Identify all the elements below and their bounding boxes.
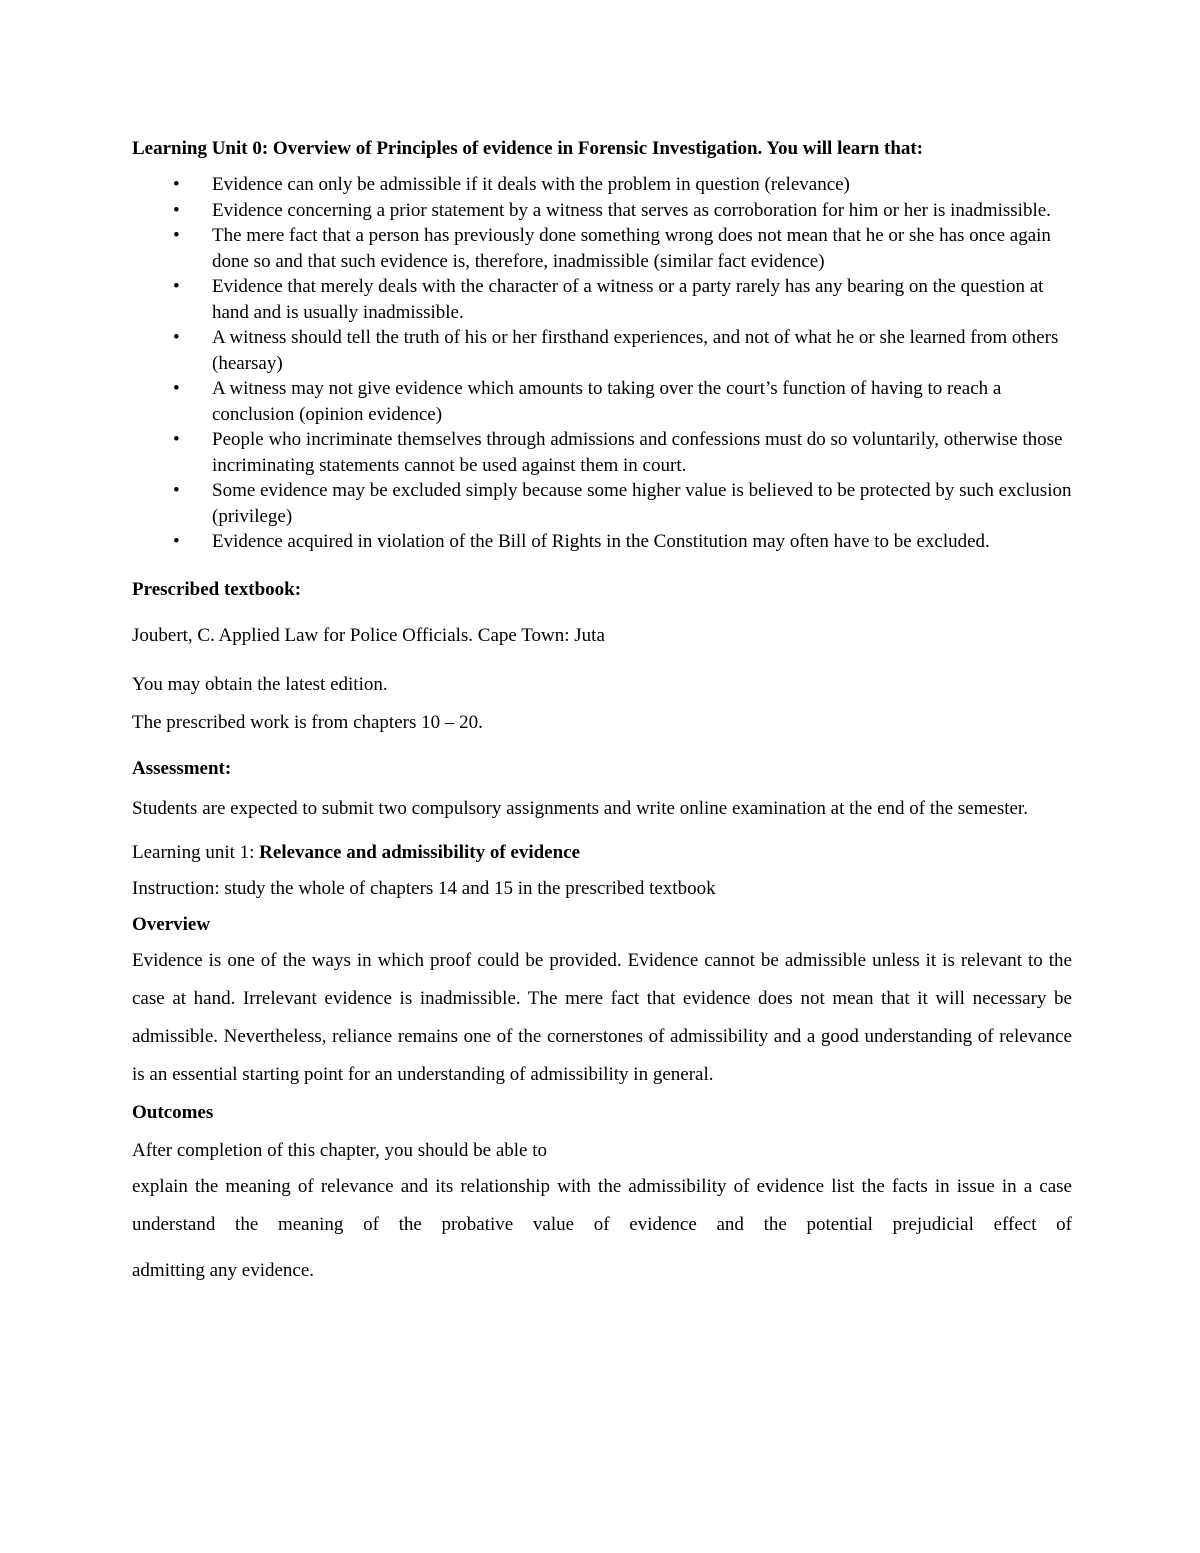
unit0-bullet-list	[132, 172, 1072, 555]
unit1-heading-title: Relevance and admissibility of evidence	[259, 841, 581, 863]
outcomes-title: Outcomes	[132, 1101, 214, 1123]
bullet-text: Evidence acquired in violation of the Bill of Rights in the Constitution may often have to be excluded.	[212, 531, 990, 552]
outcomes-text: explain the meaning of relevance and its relationship with the admissibility of evidence list the facts in issue in a case understand the meaning of the probative value of evidence and the potential prejudicial effect of	[132, 1175, 1072, 1235]
unit1-instruction: Instruction: study the whole of chapters 14 and 15 in the prescribed textbook	[132, 877, 716, 899]
bullet-icon: •	[173, 199, 180, 221]
unit0-heading: Learning Unit 0: Overview of Principles of evidence in Forensic Investigation. You will learn that:	[132, 138, 924, 159]
textbook-title: Prescribed textbook:	[132, 578, 302, 600]
bullet-icon: •	[173, 276, 180, 297]
list-item	[132, 274, 1072, 325]
bullet-text: Evidence can only be admissible if it deals with the problem in question (relevance)	[212, 174, 850, 195]
outcomes-tail: admitting any evidence.	[132, 1259, 315, 1281]
list-item	[132, 529, 1072, 555]
bullet-icon: •	[173, 174, 180, 195]
bullet-icon: •	[173, 225, 180, 246]
unit1-heading	[132, 840, 1072, 866]
assessment-text: Students are expected to submit two compulsory assignments and write online examination at the end of the semester.	[132, 797, 1028, 819]
bullet-icon: •	[173, 327, 180, 348]
document-body	[132, 136, 1072, 1284]
bullet-icon: •	[173, 378, 180, 399]
list-item	[132, 172, 1072, 198]
bullet-text: A witness should tell the truth of his or her firsthand experiences, and not of what he or she learned from others (hearsay)	[212, 327, 1059, 374]
bullet-text: A witness may not give evidence which amounts to taking over the court’s function of having to reach a conclusion (opinion evidence)	[212, 378, 1002, 425]
overview-title: Overview	[132, 913, 211, 935]
textbook-citation: Joubert, C. Applied Law for Police Officials. Cape Town: Juta	[132, 624, 605, 646]
assessment-title: Assessment:	[132, 757, 232, 779]
list-item	[132, 427, 1072, 478]
bullet-text: People who incriminate themselves through admissions and confessions must do so voluntarily, otherwise those incriminating statements cannot be used against them in court.	[212, 429, 1063, 476]
bullet-text: Evidence concerning a prior statement by a witness that serves as corroboration for him or her is inadmissible.	[212, 199, 1051, 221]
unit1-heading-prefix: Learning unit 1:	[132, 841, 260, 863]
list-item	[132, 223, 1072, 274]
bullet-icon: •	[173, 531, 180, 552]
bullet-text: The mere fact that a person has previously done something wrong does not mean that he or she has once again done so and that such evidence is, therefore, inadmissible (similar fact evidence)	[212, 225, 1051, 272]
bullet-text: Evidence that merely deals with the character of a witness or a party rarely has any bearing on the question at hand and is usually inadmissible.	[212, 276, 1044, 323]
bullet-icon: •	[173, 480, 180, 501]
outcomes-intro: After completion of this chapter, you should be able to	[132, 1139, 548, 1161]
overview-text: Evidence is one of the ways in which proof could be provided. Evidence cannot be admissible unless it is relevant to the case at hand. Irrelevant evidence is inadmissible. The mere fact that evidence does not mean that it will necessary be admissible. Nevertheless, reliance remains one of the cornerstones of admissibility and a good understanding of relevance is an essential starting point for an understanding of admissibility in general.	[132, 949, 1072, 1085]
chapters-note: The prescribed work is from chapters 10 – 20.	[132, 711, 483, 733]
list-item	[132, 478, 1072, 529]
bullet-text: Some evidence may be excluded simply because some higher value is believed to be protected by such exclusion (privilege)	[212, 480, 1072, 527]
bullet-icon: •	[173, 429, 180, 450]
list-item	[132, 198, 1072, 224]
edition-note: You may obtain the latest edition.	[132, 673, 388, 695]
list-item	[132, 376, 1072, 427]
list-item	[132, 325, 1072, 376]
